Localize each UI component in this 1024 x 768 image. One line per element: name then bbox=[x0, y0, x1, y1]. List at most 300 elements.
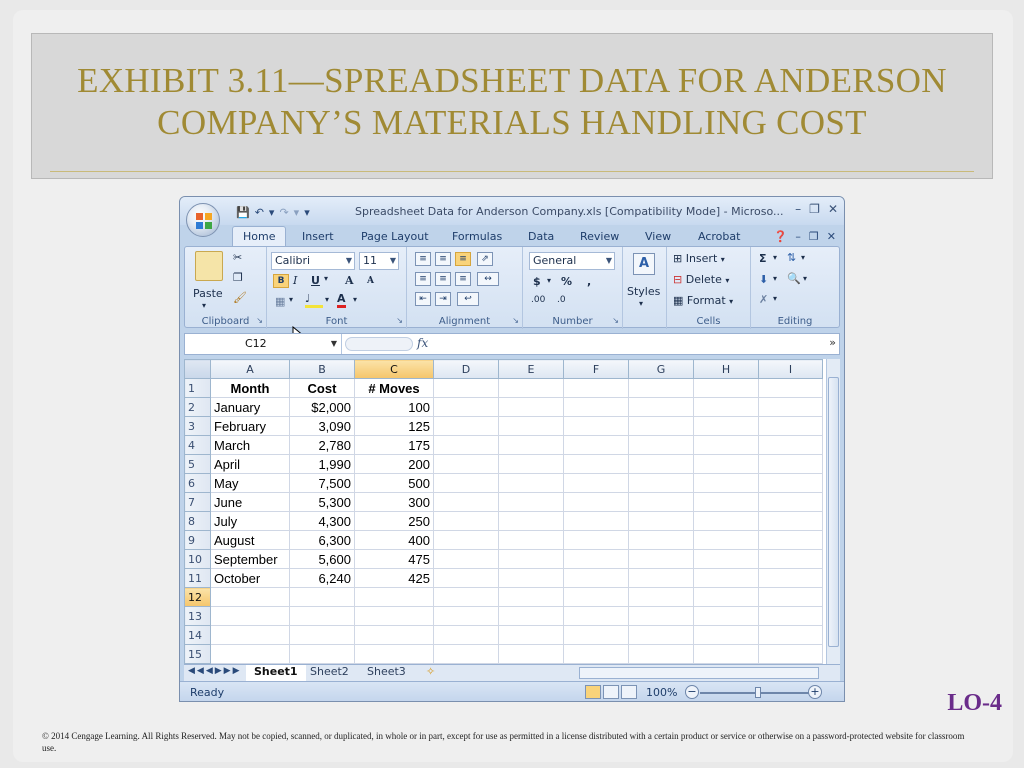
empty-cell[interactable] bbox=[694, 436, 759, 455]
restore-icon[interactable]: ❐ bbox=[809, 202, 820, 216]
cell-c[interactable]: 400 bbox=[355, 531, 434, 550]
cell-a[interactable]: October bbox=[211, 569, 290, 588]
empty-cell[interactable] bbox=[564, 550, 629, 569]
empty-cell[interactable] bbox=[759, 569, 823, 588]
empty-cell[interactable] bbox=[499, 645, 564, 664]
decrease-decimal-button[interactable]: .0 bbox=[557, 295, 566, 305]
table-row bbox=[185, 550, 823, 569]
empty-cell[interactable] bbox=[759, 645, 823, 664]
table-row bbox=[185, 645, 823, 664]
empty-cell[interactable] bbox=[759, 493, 823, 512]
cell-c[interactable]: 250 bbox=[355, 512, 434, 531]
empty-cell[interactable] bbox=[629, 607, 694, 626]
empty-cell[interactable] bbox=[434, 569, 499, 588]
sheet-tab-bar bbox=[184, 664, 840, 681]
cell-b[interactable] bbox=[290, 645, 355, 664]
empty-cell[interactable] bbox=[694, 455, 759, 474]
empty-cell[interactable] bbox=[564, 493, 629, 512]
empty-cell[interactable] bbox=[564, 436, 629, 455]
number-label: Number bbox=[552, 316, 593, 327]
find-dropdown-icon[interactable]: ▾ bbox=[803, 274, 808, 283]
styles-button: Styles bbox=[627, 285, 661, 298]
row-header[interactable]: 12 bbox=[185, 588, 211, 607]
chevron-down-icon: ▾ bbox=[720, 255, 725, 264]
autosum-dropdown-icon[interactable]: ▾ bbox=[773, 253, 778, 262]
row-header[interactable]: 3 bbox=[185, 417, 211, 436]
currency-dropdown-icon[interactable]: ▾ bbox=[547, 276, 552, 285]
empty-cell[interactable] bbox=[694, 550, 759, 569]
save-icon[interactable]: 💾 bbox=[236, 205, 250, 219]
cell-a[interactable]: May bbox=[211, 474, 290, 493]
find-select-icon[interactable]: 🔍 bbox=[787, 272, 801, 285]
cell-a[interactable] bbox=[211, 588, 290, 607]
empty-cell[interactable] bbox=[499, 626, 564, 645]
empty-cell[interactable] bbox=[564, 455, 629, 474]
cell-b[interactable]: 3,090 bbox=[290, 417, 355, 436]
empty-cell[interactable] bbox=[694, 379, 759, 398]
cell-c[interactable]: 300 bbox=[355, 493, 434, 512]
empty-cell[interactable] bbox=[629, 588, 694, 607]
ribbon-minimize-icon[interactable]: – bbox=[795, 230, 801, 243]
format-painter-icon[interactable]: 🖌 bbox=[233, 291, 247, 304]
clear-icon[interactable]: ✗ bbox=[759, 293, 769, 306]
cell-a[interactable]: August bbox=[211, 531, 290, 550]
page-layout-view-icon[interactable] bbox=[603, 685, 619, 699]
empty-cell[interactable] bbox=[434, 550, 499, 569]
editing-group bbox=[751, 247, 839, 329]
title-divider bbox=[50, 171, 974, 172]
table-row bbox=[185, 607, 823, 626]
help-icon[interactable]: ❓ bbox=[773, 230, 788, 243]
clipboard-label: Clipboard bbox=[201, 316, 250, 327]
empty-cell[interactable] bbox=[564, 512, 629, 531]
empty-cell[interactable] bbox=[759, 474, 823, 493]
insert-cells-label: Insert bbox=[685, 252, 718, 265]
tab-insert[interactable]: Insert bbox=[302, 230, 334, 243]
empty-cell[interactable] bbox=[564, 398, 629, 417]
align-top-icon[interactable]: ≡ bbox=[415, 252, 431, 266]
empty-cell[interactable] bbox=[564, 645, 629, 664]
fill-color-icon[interactable]: ♩ bbox=[305, 292, 323, 308]
cell-b[interactable]: 1,990 bbox=[290, 455, 355, 474]
sort-dropdown-icon[interactable]: ▾ bbox=[801, 253, 806, 262]
clipboard-dialog-launcher-icon[interactable]: ↘ bbox=[256, 316, 263, 325]
empty-cell[interactable] bbox=[759, 550, 823, 569]
autosum-button[interactable]: Σ bbox=[759, 252, 767, 265]
number-group bbox=[523, 247, 623, 329]
alignment-label: Alignment bbox=[438, 316, 491, 327]
empty-cell[interactable] bbox=[694, 531, 759, 550]
cell-b[interactable]: $2,000 bbox=[290, 398, 355, 417]
empty-cell[interactable] bbox=[434, 607, 499, 626]
tab-data[interactable]: Data bbox=[528, 230, 555, 243]
styles-dropdown-icon: ▾ bbox=[639, 299, 644, 308]
ribbon-close-icon[interactable]: ✕ bbox=[826, 230, 836, 243]
align-center-icon[interactable]: ≡ bbox=[435, 272, 451, 286]
tab-page-layout[interactable]: Page Layout bbox=[361, 230, 429, 243]
vertical-scroll-thumb[interactable] bbox=[828, 377, 839, 647]
cell-a[interactable]: Month bbox=[211, 379, 290, 398]
minimize-icon[interactable]: – bbox=[795, 202, 802, 216]
column-header-h[interactable]: H bbox=[694, 360, 759, 379]
ribbon-tabs bbox=[180, 225, 844, 247]
decrease-indent-icon[interactable]: ⇤ bbox=[415, 292, 431, 306]
empty-cell[interactable] bbox=[629, 550, 694, 569]
empty-cell[interactable] bbox=[499, 531, 564, 550]
row-header[interactable]: 7 bbox=[185, 493, 211, 512]
empty-cell[interactable] bbox=[564, 474, 629, 493]
copy-icon[interactable]: ❐ bbox=[233, 271, 243, 284]
empty-cell[interactable] bbox=[629, 436, 694, 455]
empty-cell[interactable] bbox=[759, 512, 823, 531]
insert-cells-button[interactable]: ⊞ Insert ▾ bbox=[673, 252, 725, 265]
empty-cell[interactable] bbox=[629, 512, 694, 531]
empty-cell[interactable] bbox=[629, 569, 694, 588]
table-row bbox=[185, 379, 823, 398]
empty-cell[interactable] bbox=[434, 531, 499, 550]
zoom-level[interactable]: 100% bbox=[646, 686, 678, 699]
ribbon-home bbox=[184, 246, 840, 328]
column-header-d[interactable]: D bbox=[434, 360, 499, 379]
worksheet-body bbox=[185, 379, 823, 664]
empty-cell[interactable] bbox=[759, 455, 823, 474]
redo-dropdown-icon[interactable]: ▾ bbox=[293, 205, 300, 219]
sheet-tab-sheet1[interactable]: Sheet1 bbox=[246, 665, 306, 681]
tab-view[interactable]: View bbox=[645, 230, 672, 243]
cell-b[interactable] bbox=[290, 626, 355, 645]
close-icon[interactable]: ✕ bbox=[827, 202, 838, 216]
wrap-text-icon[interactable]: ↩ bbox=[457, 292, 479, 306]
redo-icon[interactable]: ↷ bbox=[279, 205, 289, 219]
empty-cell[interactable] bbox=[499, 398, 564, 417]
paste-icon[interactable] bbox=[195, 251, 223, 281]
fill-icon[interactable]: ⬇ bbox=[759, 273, 769, 286]
learning-objective-label: LO-4 bbox=[947, 690, 1002, 716]
underline-button[interactable]: U bbox=[311, 274, 320, 287]
borders-icon[interactable]: ▦ bbox=[275, 295, 286, 308]
empty-cell[interactable] bbox=[499, 550, 564, 569]
column-header-b[interactable]: B bbox=[290, 360, 355, 379]
empty-cell[interactable] bbox=[434, 588, 499, 607]
font-dialog-launcher-icon[interactable]: ↘ bbox=[396, 316, 403, 325]
empty-cell[interactable] bbox=[629, 455, 694, 474]
row-header[interactable]: 11 bbox=[185, 569, 211, 588]
styles-group[interactable] bbox=[623, 247, 667, 329]
sheet-tab-sheet3[interactable]: Sheet3 bbox=[367, 665, 406, 678]
table-row bbox=[185, 569, 823, 588]
tab-formulas[interactable]: Formulas bbox=[452, 230, 503, 243]
title-bar bbox=[180, 197, 844, 225]
cell-a[interactable] bbox=[211, 607, 290, 626]
zoom-in-icon[interactable]: + bbox=[808, 685, 822, 699]
cell-a[interactable]: February bbox=[211, 417, 290, 436]
zoom-slider-thumb[interactable] bbox=[755, 687, 761, 698]
insert-function-button[interactable]: fx bbox=[417, 336, 429, 350]
empty-cell[interactable] bbox=[564, 379, 629, 398]
formula-bar bbox=[184, 333, 840, 355]
customize-qat-icon[interactable]: ▾ bbox=[304, 205, 310, 219]
empty-cell[interactable] bbox=[759, 607, 823, 626]
excel-window bbox=[179, 196, 845, 702]
merge-center-icon[interactable]: ↔ bbox=[477, 272, 499, 286]
title-line-1: EXHIBIT 3.11—SPREADSHEET DATA FOR ANDERSON bbox=[77, 61, 947, 100]
cells-label: Cells bbox=[696, 316, 721, 327]
cell-c[interactable]: 500 bbox=[355, 474, 434, 493]
empty-cell[interactable] bbox=[759, 436, 823, 455]
column-header-c[interactable]: C bbox=[355, 360, 434, 379]
font-family-select[interactable] bbox=[271, 252, 355, 270]
cell-a[interactable]: September bbox=[211, 550, 290, 569]
undo-icon[interactable]: ↶ bbox=[254, 205, 264, 219]
empty-cell[interactable] bbox=[434, 398, 499, 417]
expand-formula-bar-icon[interactable]: » bbox=[829, 336, 836, 349]
cell-c[interactable]: 425 bbox=[355, 569, 434, 588]
empty-cell[interactable] bbox=[629, 379, 694, 398]
italic-button[interactable]: I bbox=[293, 274, 298, 287]
sheet-tab-sheet2[interactable]: Sheet2 bbox=[310, 665, 349, 678]
empty-cell[interactable] bbox=[499, 569, 564, 588]
empty-cell[interactable] bbox=[759, 588, 823, 607]
tab-home[interactable]: Home bbox=[232, 226, 286, 246]
empty-cell[interactable] bbox=[694, 626, 759, 645]
ribbon-restore-icon[interactable]: ❐ bbox=[808, 230, 819, 243]
empty-cell[interactable] bbox=[629, 626, 694, 645]
row-header[interactable]: 9 bbox=[185, 531, 211, 550]
cell-b[interactable]: 7,500 bbox=[290, 474, 355, 493]
empty-cell[interactable] bbox=[499, 493, 564, 512]
empty-cell[interactable] bbox=[499, 417, 564, 436]
grow-font-button[interactable]: A bbox=[345, 274, 354, 287]
cell-b[interactable]: 5,300 bbox=[290, 493, 355, 512]
sheet-nav-arrows-icon[interactable]: ◀◀◀▶▶▶ bbox=[188, 666, 242, 676]
page-break-view-icon[interactable] bbox=[621, 685, 637, 699]
cell-c[interactable]: 100 bbox=[355, 398, 434, 417]
vertical-scrollbar[interactable] bbox=[826, 359, 840, 664]
empty-cell[interactable] bbox=[759, 379, 823, 398]
font-color-button[interactable]: A bbox=[337, 292, 346, 308]
empty-cell[interactable] bbox=[564, 569, 629, 588]
column-header-f[interactable]: F bbox=[564, 360, 629, 379]
fill-dropdown-icon[interactable]: ▾ bbox=[773, 274, 778, 283]
column-header-g[interactable]: G bbox=[629, 360, 694, 379]
font-size-select[interactable] bbox=[359, 252, 399, 270]
cell-c[interactable] bbox=[355, 607, 434, 626]
increase-decimal-button[interactable]: .00 bbox=[531, 295, 546, 305]
empty-cell[interactable] bbox=[629, 417, 694, 436]
cell-b[interactable]: 2,780 bbox=[290, 436, 355, 455]
cell-b[interactable] bbox=[290, 588, 355, 607]
empty-cell[interactable] bbox=[434, 436, 499, 455]
row-header[interactable]: 5 bbox=[185, 455, 211, 474]
empty-cell[interactable] bbox=[434, 512, 499, 531]
table-row bbox=[185, 588, 823, 607]
empty-cell[interactable] bbox=[694, 474, 759, 493]
empty-cell[interactable] bbox=[694, 588, 759, 607]
column-header-e[interactable]: E bbox=[499, 360, 564, 379]
select-all-corner[interactable] bbox=[185, 360, 211, 379]
empty-cell[interactable] bbox=[564, 626, 629, 645]
sort-filter-icon[interactable]: ⇅ bbox=[787, 251, 797, 264]
zoom-out-icon[interactable]: − bbox=[685, 685, 699, 699]
cell-c[interactable] bbox=[355, 645, 434, 664]
table-row bbox=[185, 531, 823, 550]
cell-c[interactable] bbox=[355, 588, 434, 607]
insert-sheet-icon[interactable]: ✧ bbox=[426, 665, 436, 678]
row-header[interactable]: 15 bbox=[185, 645, 211, 664]
cell-c[interactable]: 175 bbox=[355, 436, 434, 455]
row-header[interactable]: 8 bbox=[185, 512, 211, 531]
row-header[interactable]: 10 bbox=[185, 550, 211, 569]
bold-button[interactable]: B bbox=[273, 274, 289, 288]
title-line-2: COMPANY’S MATERIALS HANDLING COST bbox=[157, 103, 867, 142]
cell-c[interactable]: # Moves bbox=[355, 379, 434, 398]
name-box-value: C12 bbox=[245, 337, 267, 350]
fill-color-dropdown-icon[interactable]: ▾ bbox=[325, 295, 330, 304]
cut-icon[interactable]: ✂ bbox=[233, 251, 243, 264]
delete-cells-button[interactable]: ⊟ Delete ▾ bbox=[673, 273, 730, 286]
view-buttons bbox=[585, 685, 637, 699]
normal-view-icon[interactable] bbox=[585, 685, 601, 699]
row-header[interactable]: 14 bbox=[185, 626, 211, 645]
format-cells-button[interactable]: ▦ Format ▾ bbox=[673, 294, 734, 307]
number-dialog-launcher-icon[interactable]: ↘ bbox=[612, 316, 619, 325]
increase-indent-icon[interactable]: ⇥ bbox=[435, 292, 451, 306]
empty-cell[interactable] bbox=[759, 626, 823, 645]
cell-c[interactable] bbox=[355, 626, 434, 645]
cell-b[interactable] bbox=[290, 607, 355, 626]
empty-cell[interactable] bbox=[564, 588, 629, 607]
worksheet-table bbox=[184, 359, 823, 664]
cell-c[interactable]: 475 bbox=[355, 550, 434, 569]
row-header[interactable]: 4 bbox=[185, 436, 211, 455]
table-row bbox=[185, 398, 823, 417]
row-header[interactable]: 2 bbox=[185, 398, 211, 417]
empty-cell[interactable] bbox=[694, 607, 759, 626]
cell-c[interactable]: 125 bbox=[355, 417, 434, 436]
empty-cell[interactable] bbox=[499, 588, 564, 607]
empty-cell[interactable] bbox=[434, 417, 499, 436]
empty-cell[interactable] bbox=[694, 493, 759, 512]
tab-review[interactable]: Review bbox=[580, 230, 620, 243]
empty-cell[interactable] bbox=[434, 474, 499, 493]
cell-a[interactable] bbox=[211, 626, 290, 645]
cell-b[interactable]: Cost bbox=[290, 379, 355, 398]
empty-cell[interactable] bbox=[759, 417, 823, 436]
table-row bbox=[185, 455, 823, 474]
chevron-down-icon: ▼ bbox=[345, 256, 352, 265]
cell-b[interactable]: 6,300 bbox=[290, 531, 355, 550]
empty-cell[interactable] bbox=[434, 493, 499, 512]
tab-acrobat[interactable]: Acrobat bbox=[698, 230, 741, 243]
clear-dropdown-icon[interactable]: ▾ bbox=[773, 294, 778, 303]
cell-a[interactable]: April bbox=[211, 455, 290, 474]
cell-a[interactable]: January bbox=[211, 398, 290, 417]
empty-cell[interactable] bbox=[499, 455, 564, 474]
row-header[interactable]: 1 bbox=[185, 379, 211, 398]
cell-c[interactable]: 200 bbox=[355, 455, 434, 474]
empty-cell[interactable] bbox=[564, 417, 629, 436]
underline-dropdown-icon[interactable]: ▾ bbox=[324, 274, 329, 283]
cell-b[interactable]: 5,600 bbox=[290, 550, 355, 569]
shrink-font-button[interactable]: A bbox=[367, 276, 374, 286]
align-right-icon[interactable]: ≡ bbox=[455, 272, 471, 286]
cell-a[interactable]: March bbox=[211, 436, 290, 455]
percent-button[interactable]: % bbox=[561, 275, 573, 288]
empty-cell[interactable] bbox=[629, 474, 694, 493]
empty-cell[interactable] bbox=[499, 436, 564, 455]
chevron-down-icon: ▼ bbox=[389, 256, 396, 265]
column-header-a[interactable]: A bbox=[211, 360, 290, 379]
align-middle-icon[interactable]: ≡ bbox=[435, 252, 451, 266]
paste-dropdown-icon[interactable]: ▾ bbox=[202, 301, 207, 310]
empty-cell[interactable] bbox=[759, 398, 823, 417]
empty-cell[interactable] bbox=[629, 645, 694, 664]
delete-cells-label: Delete bbox=[685, 273, 722, 286]
horizontal-scrollbar[interactable] bbox=[579, 667, 819, 679]
copyright-notice: © 2014 Cengage Learning. All Rights Reserved. May not be copied, scanned, or duplicated, in whole or in part, except for use as permitted in a license distributed with a certain product or service or otherwise on a password-protected website for classroom use. bbox=[42, 731, 965, 753]
empty-cell[interactable] bbox=[694, 512, 759, 531]
empty-cell[interactable] bbox=[694, 569, 759, 588]
empty-cell[interactable] bbox=[564, 531, 629, 550]
empty-cell[interactable] bbox=[499, 512, 564, 531]
number-format-select[interactable] bbox=[529, 252, 615, 270]
slide-title bbox=[40, 60, 984, 144]
comma-button[interactable]: , bbox=[587, 275, 592, 288]
paste-button[interactable]: Paste bbox=[193, 287, 223, 300]
empty-cell[interactable] bbox=[499, 474, 564, 493]
cell-b[interactable]: 4,300 bbox=[290, 512, 355, 531]
empty-cell[interactable] bbox=[499, 607, 564, 626]
empty-cell[interactable] bbox=[694, 645, 759, 664]
cell-b[interactable]: 6,240 bbox=[290, 569, 355, 588]
quick-access-toolbar bbox=[236, 203, 310, 221]
cell-a[interactable]: June bbox=[211, 493, 290, 512]
empty-cell[interactable] bbox=[499, 379, 564, 398]
window-title: Spreadsheet Data for Anderson Company.xls [Compatibility Mode] - Microso... bbox=[355, 205, 784, 218]
empty-cell[interactable] bbox=[434, 379, 499, 398]
align-left-icon[interactable]: ≡ bbox=[415, 272, 431, 286]
empty-cell[interactable] bbox=[694, 417, 759, 436]
cell-a[interactable]: July bbox=[211, 512, 290, 531]
undo-dropdown-icon[interactable]: ▾ bbox=[268, 205, 275, 219]
font-color-dropdown-icon[interactable]: ▾ bbox=[353, 295, 358, 304]
row-header[interactable]: 6 bbox=[185, 474, 211, 493]
empty-cell[interactable] bbox=[759, 531, 823, 550]
alignment-dialog-launcher-icon[interactable]: ↘ bbox=[512, 316, 519, 325]
borders-dropdown-icon[interactable]: ▾ bbox=[289, 295, 294, 304]
row-header[interactable]: 13 bbox=[185, 607, 211, 626]
name-box[interactable] bbox=[185, 334, 342, 354]
currency-button[interactable]: $ bbox=[533, 275, 541, 288]
formula-bar-handle[interactable] bbox=[345, 337, 413, 351]
empty-cell[interactable] bbox=[629, 398, 694, 417]
column-header-i[interactable]: I bbox=[759, 360, 823, 379]
empty-cell[interactable] bbox=[434, 455, 499, 474]
empty-cell[interactable] bbox=[564, 607, 629, 626]
empty-cell[interactable] bbox=[629, 531, 694, 550]
align-bottom-icon[interactable]: ≡ bbox=[455, 252, 471, 266]
worksheet-grid[interactable] bbox=[184, 359, 840, 664]
cell-a[interactable] bbox=[211, 645, 290, 664]
empty-cell[interactable] bbox=[434, 645, 499, 664]
table-row bbox=[185, 417, 823, 436]
chevron-down-icon: ▾ bbox=[725, 276, 730, 285]
empty-cell[interactable] bbox=[694, 398, 759, 417]
status-text: Ready bbox=[190, 686, 225, 699]
empty-cell[interactable] bbox=[434, 626, 499, 645]
orientation-icon[interactable]: ⇗ bbox=[477, 252, 493, 266]
empty-cell[interactable] bbox=[629, 493, 694, 512]
